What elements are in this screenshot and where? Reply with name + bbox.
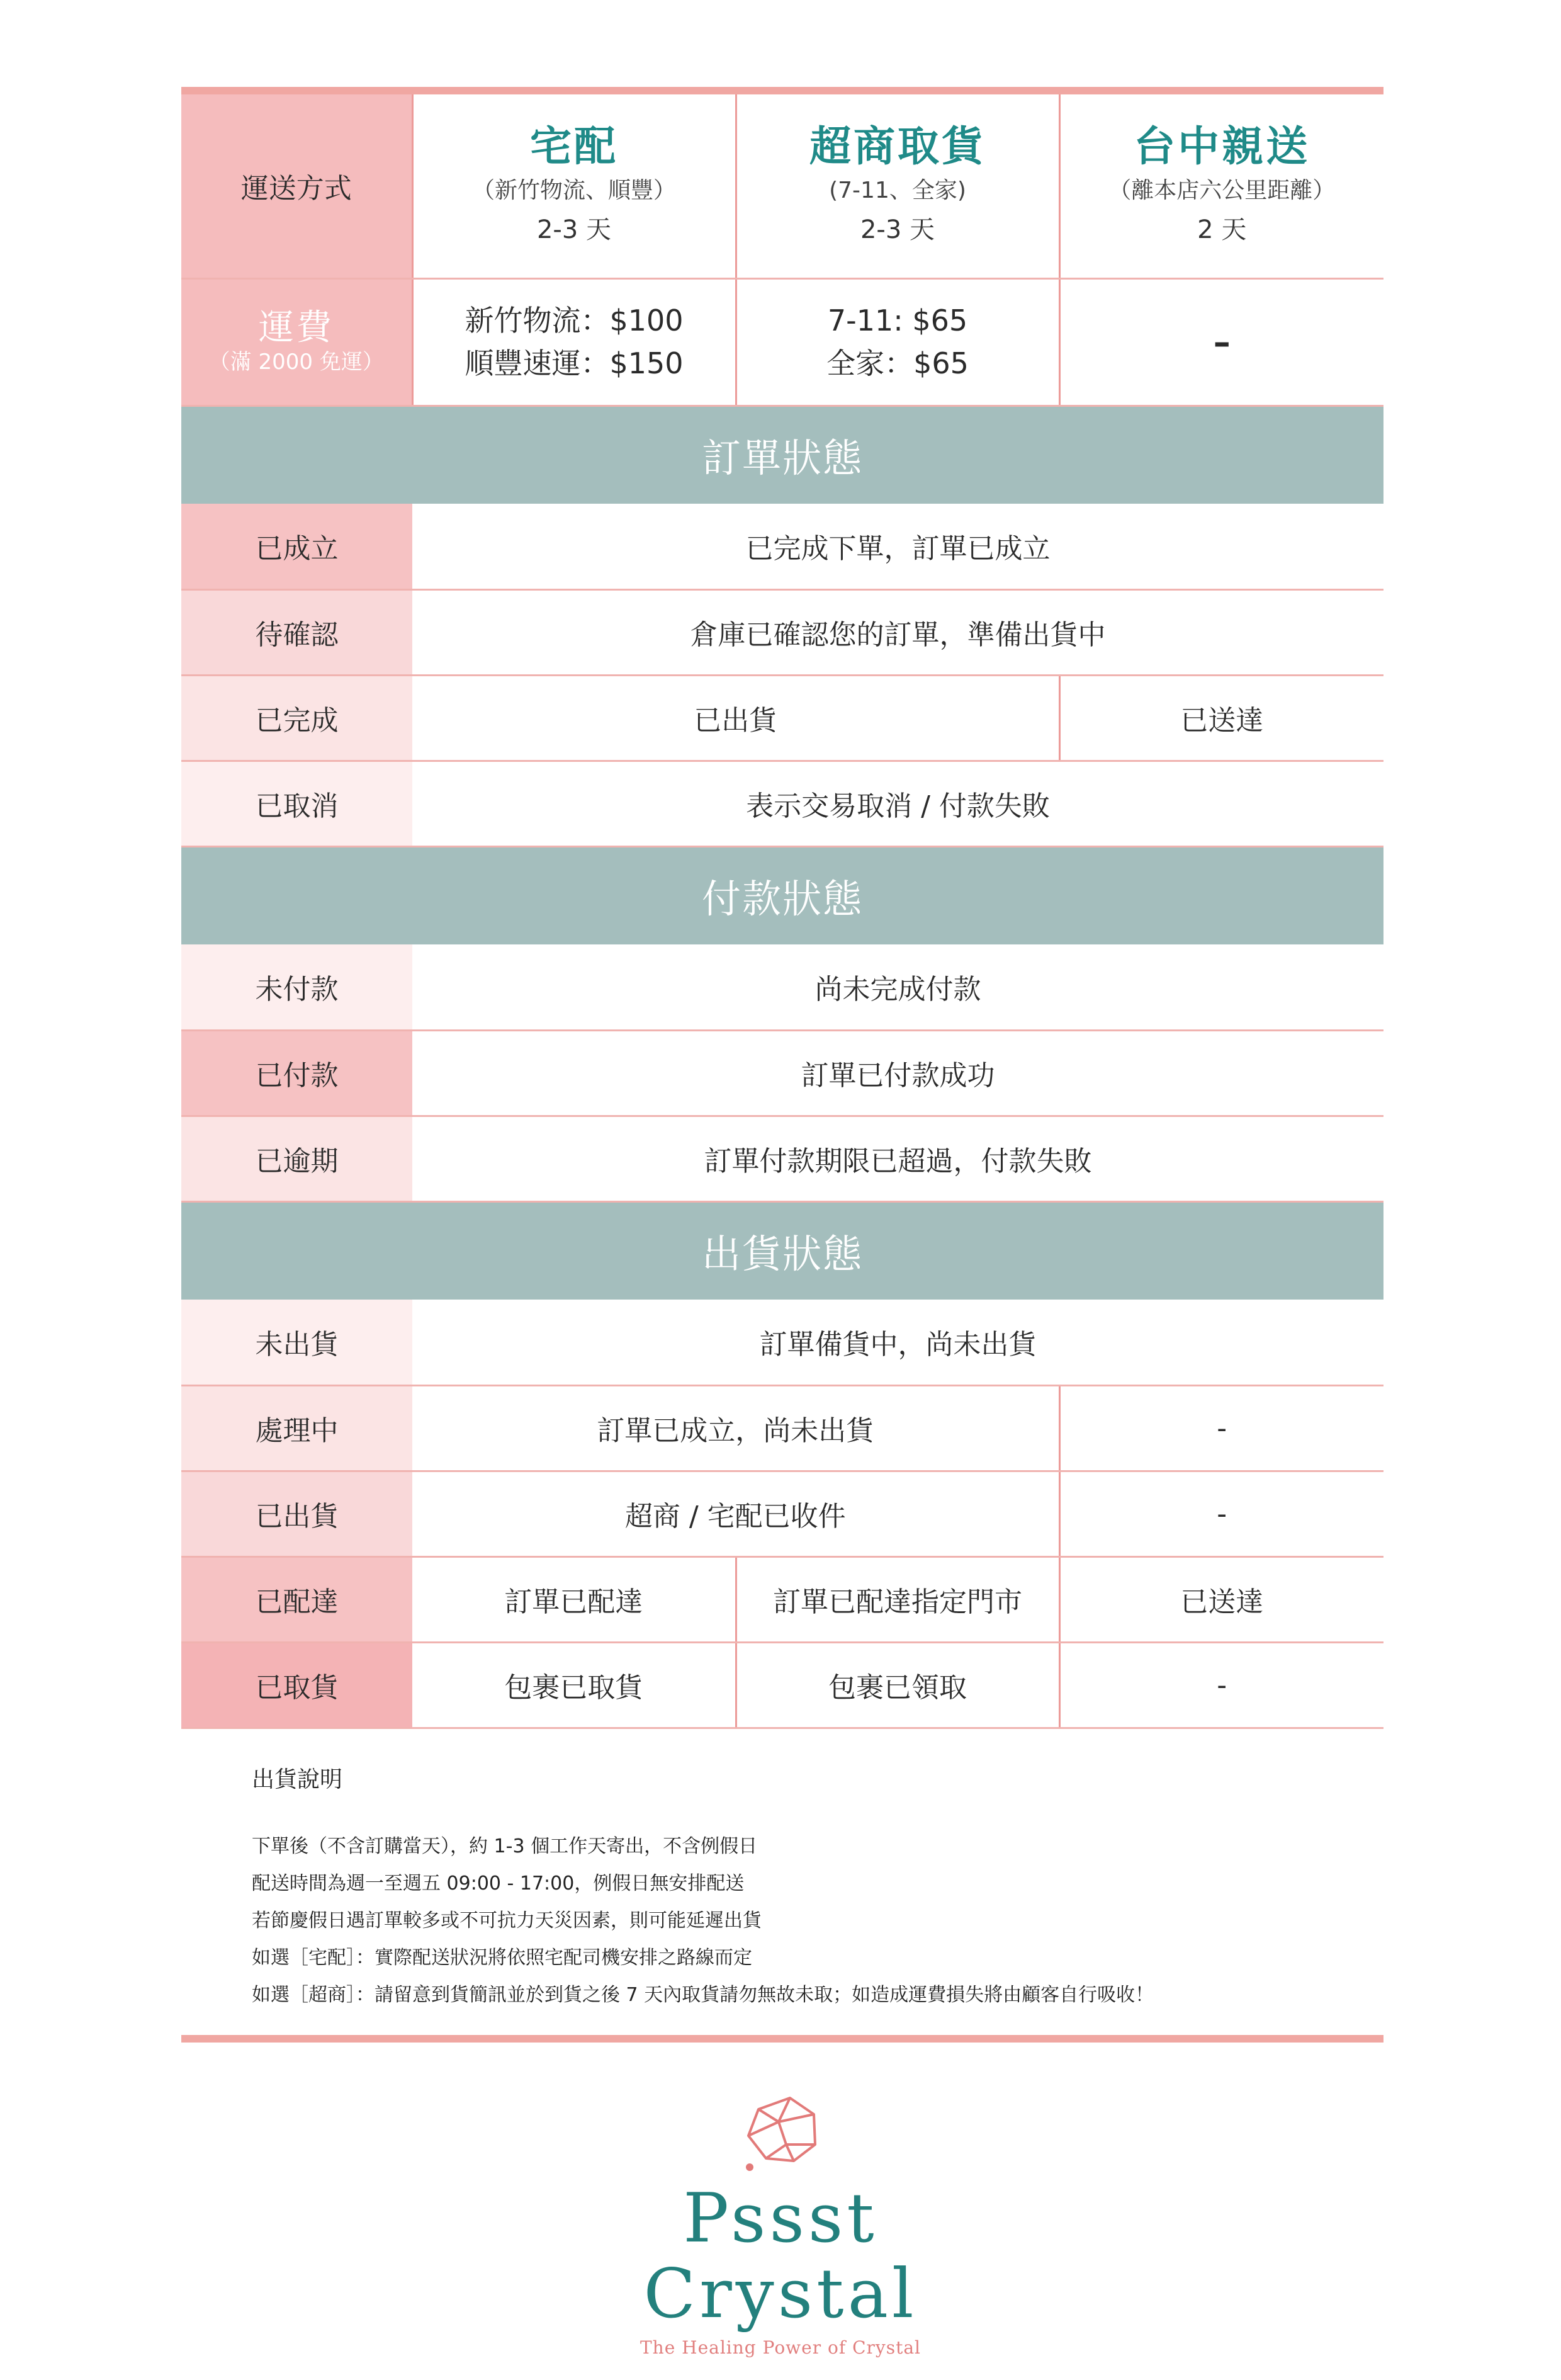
fee-home-line: 順豐速運：$150 bbox=[465, 346, 684, 380]
shipping-info-sheet bbox=[181, 87, 1383, 2043]
fee-note: （滿 2000 免運） bbox=[208, 349, 384, 375]
method-sub: (7-11、全家) bbox=[829, 178, 966, 204]
shipping-notes bbox=[181, 1729, 1383, 2014]
top-rule bbox=[181, 87, 1383, 94]
status-desc: 倉庫已確認您的訂單，準備出貨中 bbox=[412, 589, 1383, 675]
status-row bbox=[181, 944, 1383, 1030]
shipping-status-banner bbox=[181, 1201, 1383, 1300]
fee-home bbox=[412, 278, 736, 405]
status-label: 待確認 bbox=[181, 589, 412, 675]
status-row bbox=[181, 1030, 1383, 1116]
method-title: 超商取貨 bbox=[809, 122, 986, 171]
status-label: 已付款 bbox=[181, 1030, 412, 1116]
method-days: 2-3 天 bbox=[536, 215, 612, 245]
note-line: 下單後（不含訂購當天），約 1-3 個工作天寄出，不含例假日 bbox=[252, 1835, 758, 1857]
status-home: 包裹已取貨 bbox=[412, 1642, 736, 1728]
status-label: 已成立 bbox=[181, 504, 412, 589]
status-label: 已完成 bbox=[181, 675, 412, 761]
status-row bbox=[181, 761, 1383, 846]
note-line: 若節慶假日遇訂單較多或不可抗力天災因素，則可能延遲出貨 bbox=[252, 1909, 762, 1932]
section-title: 付款狀態 bbox=[181, 846, 1383, 944]
status-row bbox=[181, 589, 1383, 675]
method-title: 台中親送 bbox=[1134, 122, 1310, 171]
payment-status-banner bbox=[181, 846, 1383, 944]
fee-row bbox=[181, 278, 1383, 405]
note-line: 如選［宅配］：實際配送狀況將依照宅配司機安排之路線而定 bbox=[252, 1946, 752, 1969]
fee-local: – bbox=[1059, 278, 1383, 405]
status-label: 已出貨 bbox=[181, 1471, 412, 1556]
status-label: 已取消 bbox=[181, 761, 412, 846]
section-title: 出貨狀態 bbox=[181, 1201, 1383, 1300]
status-row bbox=[181, 1300, 1383, 1385]
status-desc: 超商 / 宅配已收件 bbox=[412, 1471, 1059, 1556]
method-local bbox=[1059, 94, 1383, 278]
method-header-row bbox=[181, 94, 1383, 278]
bottom-rule bbox=[181, 2035, 1383, 2043]
status-label: 處理中 bbox=[181, 1385, 412, 1471]
status-label: 已配達 bbox=[181, 1556, 412, 1642]
method-days: 2 天 bbox=[1197, 215, 1247, 245]
status-local: - bbox=[1059, 1385, 1383, 1471]
status-label: 已取貨 bbox=[181, 1642, 412, 1728]
status-desc: 訂單已成立，尚未出貨 bbox=[412, 1385, 1059, 1471]
method-label: 運送方式 bbox=[181, 94, 412, 278]
method-days: 2-3 天 bbox=[860, 215, 935, 245]
status-desc: 訂單備貨中，尚未出貨 bbox=[412, 1300, 1383, 1385]
status-row bbox=[181, 675, 1383, 761]
method-title: 宅配 bbox=[530, 122, 618, 171]
status-local: 已送達 bbox=[1059, 1556, 1383, 1642]
section-title: 訂單狀態 bbox=[181, 405, 1383, 504]
fee-label-cell bbox=[181, 278, 412, 405]
fee-store-line: 全家：$65 bbox=[826, 346, 969, 380]
brand-logo bbox=[566, 2090, 995, 2358]
status-local: - bbox=[1059, 1471, 1383, 1556]
status-label: 未付款 bbox=[181, 944, 412, 1030]
notes-title: 出貨說明 bbox=[252, 1766, 343, 1793]
brand-name: Pssst Crystal bbox=[643, 2179, 918, 2333]
method-home bbox=[412, 94, 736, 278]
method-sub: （離本店六公里距離） bbox=[1108, 178, 1336, 204]
shipping-table bbox=[181, 94, 1383, 1729]
status-row bbox=[181, 1642, 1383, 1728]
brand-tagline: The Healing Power of Crystal bbox=[640, 2337, 921, 2358]
order-status-banner bbox=[181, 405, 1383, 504]
fee-store-line: 7-11: $65 bbox=[827, 303, 968, 337]
fee-label: 運費 bbox=[258, 307, 334, 348]
note-line: 如選［超商］：請留意到貨簡訊並於到貨之後 7 天內取貨請勿無故未取；如造成運費損失將由顧客自行吸收！ bbox=[252, 1983, 1154, 2006]
status-label: 已逾期 bbox=[181, 1116, 412, 1201]
status-local: 已送達 bbox=[1059, 675, 1383, 761]
status-label: 未出貨 bbox=[181, 1300, 412, 1385]
status-home: 訂單已配達 bbox=[412, 1556, 736, 1642]
status-store: 包裹已領取 bbox=[736, 1642, 1059, 1728]
status-desc: 訂單付款期限已超過，付款失敗 bbox=[412, 1116, 1383, 1201]
status-desc: 訂單已付款成功 bbox=[412, 1030, 1383, 1116]
status-desc: 表示交易取消 / 付款失敗 bbox=[412, 761, 1383, 846]
crystal-icon bbox=[733, 2090, 828, 2179]
status-desc: 已完成下單，訂單已成立 bbox=[412, 504, 1383, 589]
status-row bbox=[181, 1385, 1383, 1471]
method-sub: （新竹物流、順豐） bbox=[471, 178, 676, 204]
fee-store bbox=[736, 278, 1059, 405]
status-desc: 已出貨 bbox=[412, 675, 1059, 761]
fee-home-line: 新竹物流：$100 bbox=[465, 303, 684, 337]
note-line: 配送時間為週一至週五 09:00 - 17:00，例假日無安排配送 bbox=[252, 1872, 745, 1895]
method-store bbox=[736, 94, 1059, 278]
status-row bbox=[181, 1556, 1383, 1642]
status-row bbox=[181, 1116, 1383, 1201]
status-row bbox=[181, 1471, 1383, 1556]
status-row bbox=[181, 504, 1383, 589]
status-store: 訂單已配達指定門市 bbox=[736, 1556, 1059, 1642]
status-local: - bbox=[1059, 1642, 1383, 1728]
status-desc: 尚未完成付款 bbox=[412, 944, 1383, 1030]
